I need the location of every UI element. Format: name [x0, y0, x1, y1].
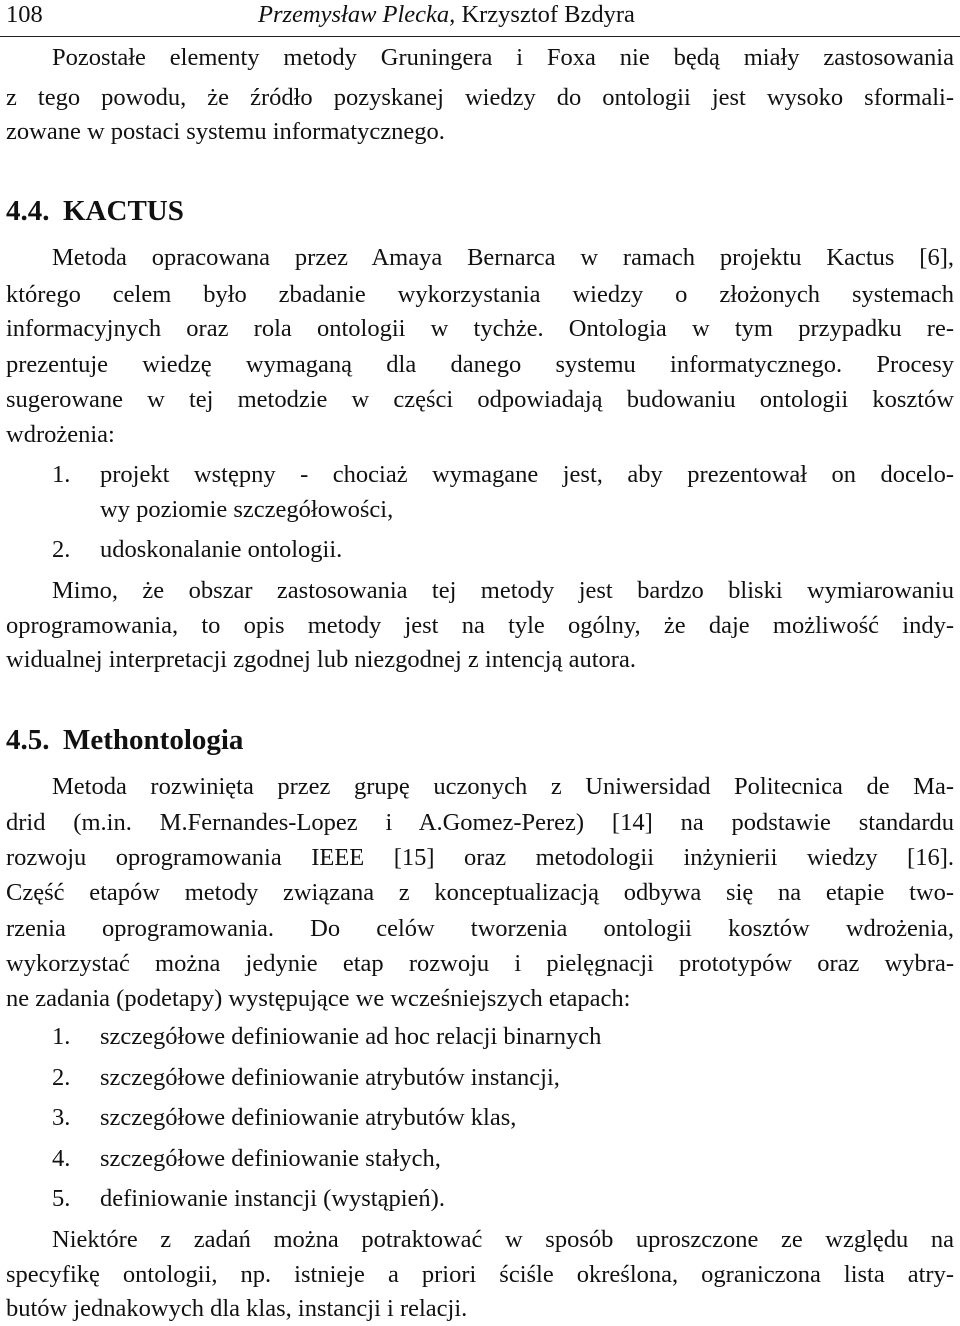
paragraph-line: widualnej interpretacji zgodnej lub niezgodnej z intencją autora.: [6, 646, 636, 673]
list-number: 5.: [52, 1185, 71, 1212]
list-text: szczegółowe definiowanie atrybutów klas,: [100, 1104, 517, 1131]
paragraph-line: butów jednakowych dla klas, instancji i relacji.: [6, 1295, 468, 1322]
paragraph-line: Pozostałe elementy metody Gruningera i Foxa nie będą miały zastosowania: [52, 44, 954, 71]
list-text: szczegółowe definiowanie atrybutów instancji,: [100, 1064, 560, 1091]
author-2: Krzysztof Bzdyra: [455, 1, 635, 28]
paragraph-line: ne zadania (podetapy) występujące we wcześniejszych etapach:: [6, 985, 631, 1012]
paragraph-line: oprogramowania, to opis metody jest na tyle ogólny, że daje możliwość indy-: [6, 612, 954, 639]
list-number: 1.: [52, 461, 71, 488]
paragraph-line: specyfikę ontologii, np. istnieje a priori ściśle określona, ograniczona lista atry-: [6, 1261, 954, 1288]
list-text: definiowanie instancji (wystąpień).: [100, 1185, 445, 1212]
paragraph-line: sugerowane w tej metodzie w części odpowiadają budowaniu ontologii kosztów: [6, 386, 954, 413]
paragraph-line: informacyjnych oraz rola ontologii w tychże. Ontologia w tym przypadku re-: [6, 315, 954, 342]
running-header-authors: [258, 0, 635, 30]
section-title: KACTUS: [63, 195, 184, 227]
paragraph-line: Mimo, że obszar zastosowania tej metody jest bardzo bliski wymiarowaniu: [52, 577, 954, 604]
paragraph-line: prezentuje wiedzę wymaganą dla danego systemu informatycznego. Procesy: [6, 351, 954, 378]
section-heading-4-4: [6, 194, 184, 228]
paragraph-line: którego celem było zbadanie wykorzystania wiedzy o złożonych systemach: [6, 281, 954, 308]
paragraph-line: drid (m.in. M.Fernandes-Lopez i A.Gomez-Perez) [14] na podstawie standardu: [6, 809, 954, 836]
list-number: 4.: [52, 1145, 71, 1172]
paragraph-line: Metoda opracowana przez Amaya Bernarca w ramach projektu Kactus [6],: [52, 244, 954, 271]
list-text: projekt wstępny - chociaż wymagane jest, aby prezentował on docelo-: [100, 461, 954, 488]
list-number: 2.: [52, 1064, 71, 1091]
list-text: szczegółowe definiowanie ad hoc relacji binarnych: [100, 1023, 602, 1050]
list-number: 2.: [52, 536, 71, 563]
paragraph-line: Część etapów metody związana z konceptualizacją odbywa się na etapie two-: [6, 879, 954, 906]
page-number: 108: [6, 1, 43, 28]
header-rule: [0, 36, 960, 37]
paragraph-line: wdrożenia:: [6, 421, 115, 448]
paragraph-line: rzenia oprogramowania. Do celów tworzenia ontologii kosztów wdrożenia,: [6, 915, 954, 942]
section-number: 4.4.: [6, 195, 50, 227]
section-heading-4-5: [6, 723, 243, 757]
section-number: 4.5.: [6, 724, 50, 756]
list-number: 1.: [52, 1023, 71, 1050]
list-number: 3.: [52, 1104, 71, 1131]
list-text: wy poziomie szczegółowości,: [100, 496, 394, 523]
paragraph-line: zowane w postaci systemu informatycznego.: [6, 118, 445, 145]
paragraph-line: rozwoju oprogramowania IEEE [15] oraz metodologii inżynierii wiedzy [16].: [6, 844, 954, 871]
list-text: szczegółowe definiowanie stałych,: [100, 1145, 441, 1172]
section-title: Methontologia: [63, 724, 244, 756]
paragraph-line: Metoda rozwinięta przez grupę uczonych z Uniwersidad Politecnica de Ma-: [52, 773, 954, 800]
list-text: udoskonalanie ontologii.: [100, 536, 343, 563]
paragraph-line: wykorzystać można jedynie etap rozwoju i pielęgnacji prototypów oraz wybra-: [6, 950, 954, 977]
paragraph-line: z tego powodu, że źródło pozyskanej wiedzy do ontologii jest wysoko sformali-: [6, 84, 954, 111]
paragraph-line: Niektóre z zadań można potraktować w sposób uproszczone ze względu na: [52, 1226, 954, 1253]
author-1: Przemysław Plecka,: [258, 1, 456, 28]
